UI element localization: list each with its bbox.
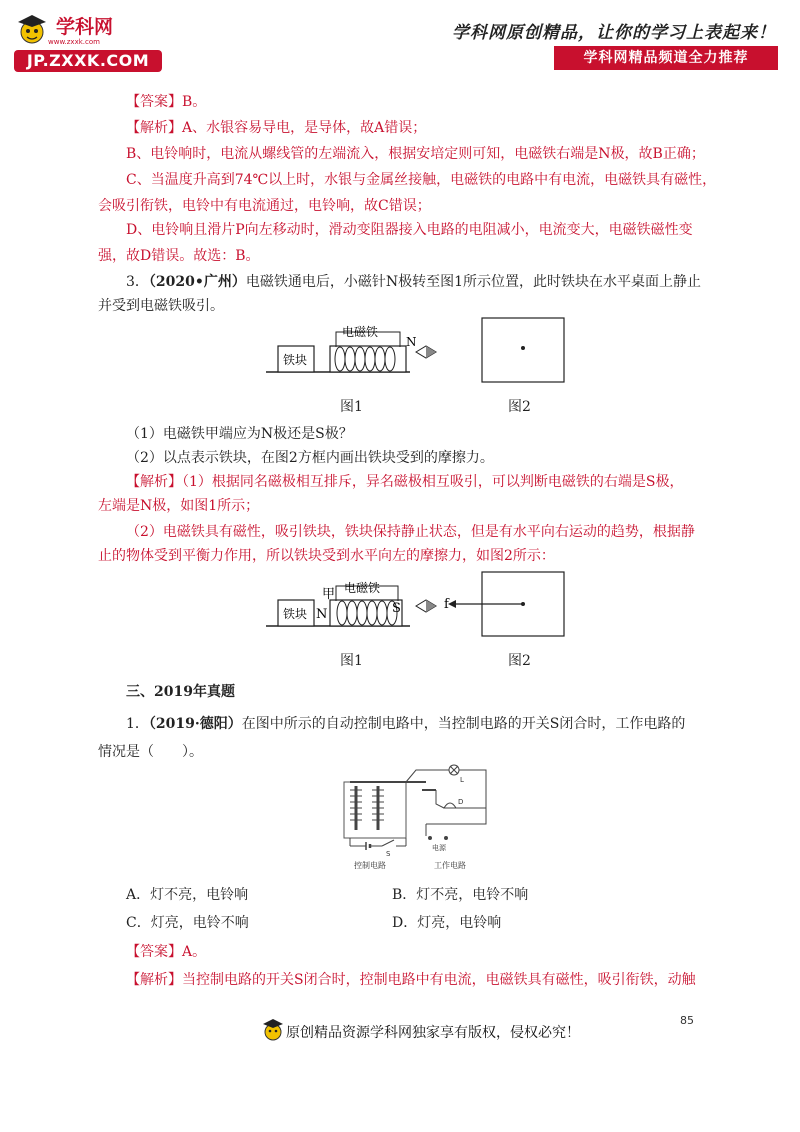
site-logo — [14, 12, 164, 72]
question-3 — [126, 272, 701, 292]
answer-line: 【答案】B。 — [126, 94, 207, 110]
page-number: 85 — [680, 1014, 694, 1027]
friction-label: f — [444, 597, 449, 612]
power-label: 电源 — [432, 844, 446, 852]
iron-block-label: 铁块 — [283, 607, 308, 621]
figure-2-caption: 图2 — [508, 653, 531, 669]
sub-question-1: （1）电磁铁甲端应为N极还是S极？ — [126, 426, 353, 442]
analysis-line: 会吸引衔铁，电铃中有电流通过，电铃响，故C错误； — [98, 198, 431, 214]
electromagnet-label: 电磁铁 — [344, 581, 381, 595]
analysis-line: （2）电磁铁具有磁性，吸引铁块，铁块保持静止状态，但是有水平向右运动的趋势，根据静 — [126, 524, 695, 540]
copyright-notice: 原创精品资源学科网独家享有版权，侵权必究！ — [286, 1025, 580, 1041]
lamp-label: L — [460, 776, 464, 784]
iron-block-label: 铁块 — [283, 353, 308, 367]
option-d: D．灯亮，电铃响 — [392, 915, 502, 931]
analysis-line: 【解析】A、水银容易导电，是导体，故A错误； — [126, 120, 427, 136]
question-text: 电磁铁通电后，小磁针N极转至图1所示位置，此时铁块在水平桌面上静止 — [245, 274, 701, 290]
north-pole-label: N — [316, 607, 328, 622]
work-circuit-label: 工作电路 — [434, 861, 466, 870]
analysis-line: 【解析】（1）根据同名磁极相互排斥，异名磁极相互吸引，可以判断电磁铁的右端是S极， — [126, 474, 684, 490]
electromagnet-label: 电磁铁 — [342, 325, 379, 339]
south-pole-label: S — [392, 601, 401, 616]
question-number: 3． — [126, 274, 149, 290]
logo-url: www.zxxk.com — [48, 38, 100, 46]
switch-icon — [382, 840, 394, 846]
analysis-line: 止的物体受到平衡力作用，所以铁块受到水平向左的摩擦力，如图2所示： — [98, 548, 555, 564]
answer-line: 【答案】A。 — [126, 944, 207, 960]
switch-label: S — [386, 850, 391, 858]
figure-electromagnet-answer — [260, 566, 580, 656]
question-source: （2019·德阳） — [148, 716, 242, 732]
logo-banner: JP.ZXXK.COM — [14, 50, 162, 72]
question-text-cont: 情况是（ ）。 — [98, 744, 203, 760]
question-source: （2020•广州） — [148, 274, 246, 290]
figure-control-circuit — [336, 760, 502, 874]
option-b: B．灯不亮，电铃不响 — [392, 887, 529, 903]
header-slogan: 学科网原创精品，让你的学习上表起来！ — [452, 23, 776, 43]
question-text-cont: 并受到电磁铁吸引。 — [98, 298, 224, 314]
logo-name: 学科网 — [56, 16, 114, 38]
analysis-line: 强，故D错误。故选：B。 — [98, 248, 260, 264]
header-banner: 学科网精品频道全力推荐 — [554, 46, 778, 70]
question-number: 1． — [126, 716, 149, 732]
mascot-icon — [262, 1016, 284, 1044]
figure-2-caption: 图2 — [508, 399, 531, 415]
analysis-line: D、电铃响且滑片P向左移动时，滑动变阻器接入电路的电阻减小，电流变大，电磁铁磁性变 — [126, 222, 693, 238]
analysis-line: C、当温度升高到74℃以上时，水银与金属丝接触，电磁铁的电路中有电流，电磁铁具有磁性， — [126, 172, 717, 188]
work-circuit-wire — [406, 770, 486, 824]
iron-block-point — [521, 346, 525, 350]
question-text: 在图中所示的自动控制电路中，当控制电路的开关S闭合时，工作电路的 — [241, 716, 686, 732]
arrow-head-icon — [448, 600, 456, 608]
analysis-line: 左端是N极，如图1所示； — [98, 498, 260, 514]
sub-question-2: （2）以点表示铁块，在图2方框内画出铁块受到的摩擦力。 — [126, 450, 494, 466]
control-circuit-label: 控制电路 — [354, 861, 386, 870]
figure-1-caption: 图1 — [340, 399, 363, 415]
bell-label: D — [458, 798, 464, 806]
analysis-line: 【解析】当控制电路的开关S闭合时，控制电路中有电流，电磁铁具有磁性，吸引衔铁，动触 — [126, 972, 696, 988]
section-heading: 三、2019年真题 — [126, 684, 235, 700]
option-a: A．灯不亮，电铃响 — [126, 887, 249, 903]
figure-1-caption: 图1 — [340, 653, 363, 669]
needle-north-label: N — [406, 335, 417, 349]
end-label: 甲 — [322, 587, 336, 602]
bell-icon — [444, 803, 456, 808]
analysis-line: B、电铃响时，电流从螺线管的左端流入，根据安培定则可知，电磁铁右端是N极，故B正确； — [126, 146, 705, 162]
question-1 — [126, 714, 685, 734]
figure-electromagnet-question — [260, 310, 580, 422]
option-c: C．灯亮，电铃不响 — [126, 915, 249, 931]
